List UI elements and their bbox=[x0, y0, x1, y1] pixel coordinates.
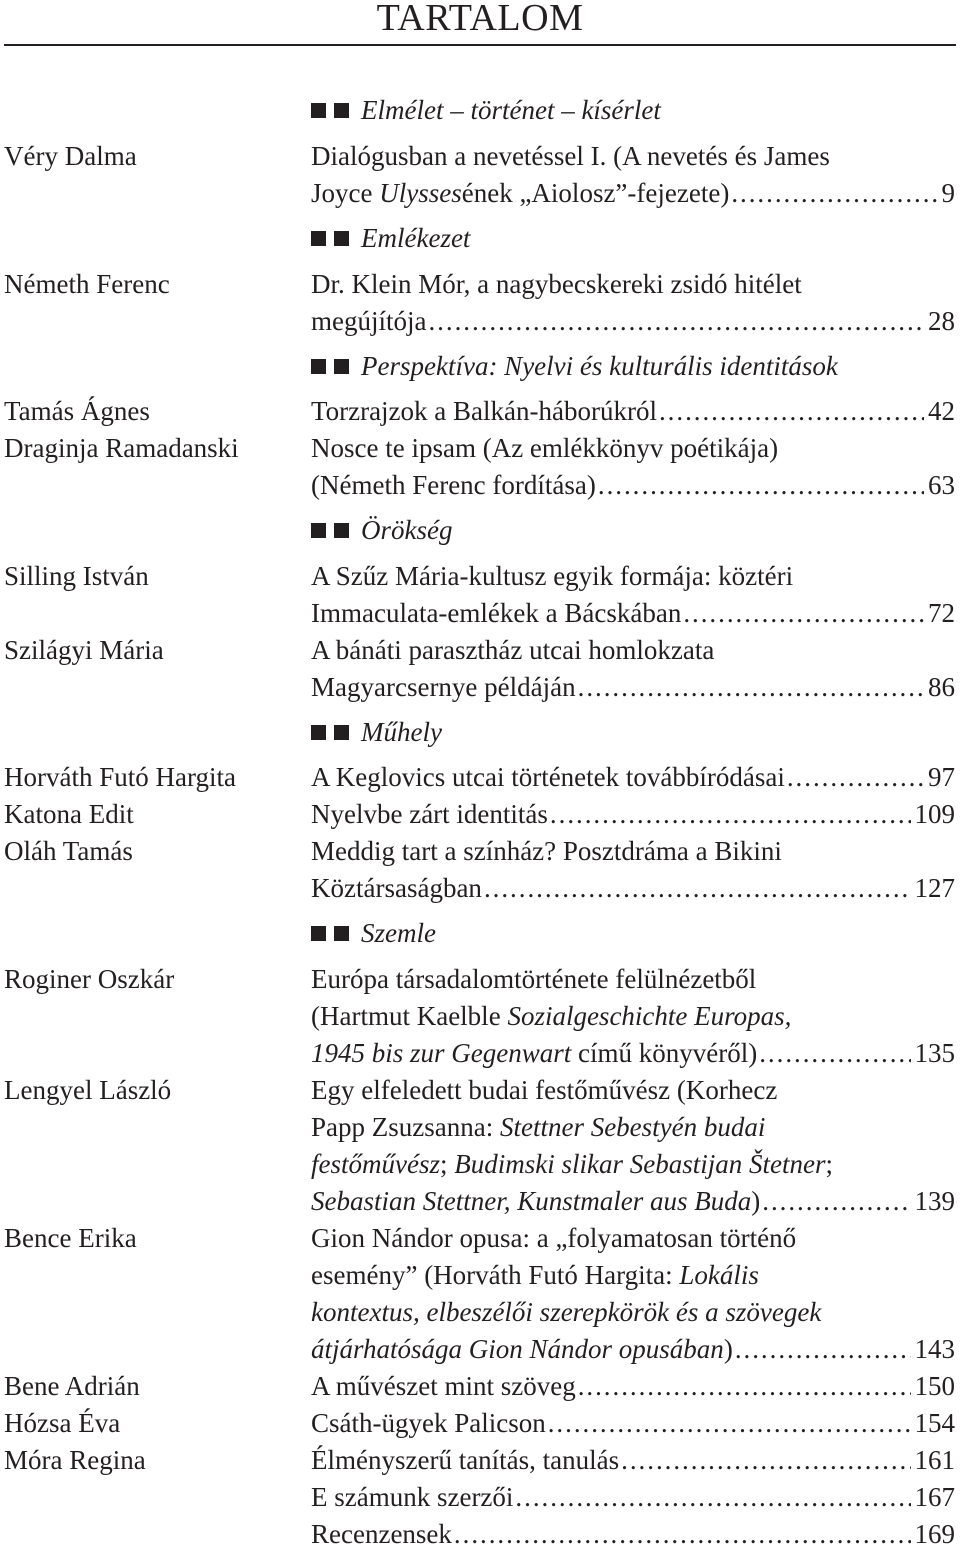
square-bullet-icon bbox=[311, 725, 326, 740]
toc-entry-title: Nosce te ipsam (Az emlékkönyv poétikája) bbox=[311, 433, 779, 463]
dot-leader bbox=[683, 595, 924, 632]
toc-entry[interactable]: Recenzensek . . . 169 bbox=[311, 1516, 955, 1553]
section-heading: Szemle bbox=[311, 915, 436, 952]
square-bullet-icon bbox=[311, 926, 326, 941]
toc-entry[interactable]: A művészet mint szöveg . . . 150 bbox=[311, 1368, 955, 1405]
toc-entry-title: Dialógusban a nevetéssel I. (A nevetés és James bbox=[311, 141, 830, 171]
dot-leader bbox=[762, 1183, 910, 1220]
page-number: 109 bbox=[914, 799, 955, 829]
square-bullet-icon bbox=[334, 725, 349, 740]
toc-entry-title: Gion Nándor opusa: a „folyamatosan történő bbox=[311, 1223, 797, 1253]
section-heading: Műhely bbox=[311, 714, 442, 751]
dot-leader bbox=[484, 870, 911, 907]
toc-author: Tamás Ágnes bbox=[4, 396, 150, 426]
page-number: 127 bbox=[914, 873, 955, 903]
toc-author: Katona Edit bbox=[4, 799, 134, 829]
square-bullet-icon bbox=[311, 103, 326, 118]
page-number: 72 bbox=[928, 598, 955, 628]
square-bullet-icon bbox=[311, 359, 326, 374]
page-number: 86 bbox=[928, 672, 955, 702]
page-number: 28 bbox=[928, 306, 955, 336]
dot-leader bbox=[578, 1368, 911, 1405]
toc-entry[interactable]: Immaculata-emlékek a Bácskában . . . 72 bbox=[311, 595, 955, 632]
page-number: 135 bbox=[914, 1038, 955, 1068]
toc-entry-title: A Szűz Mária-kultusz egyik formája: köztéri bbox=[311, 561, 794, 591]
square-bullet-icon bbox=[334, 103, 349, 118]
page-number: 97 bbox=[928, 762, 955, 792]
toc-author: Szilágyi Mária bbox=[4, 635, 164, 665]
page-number: 169 bbox=[914, 1519, 955, 1549]
title-underline bbox=[4, 44, 956, 46]
toc-entry[interactable]: megújítója . . . 28 bbox=[311, 303, 955, 340]
toc-author: Bence Erika bbox=[4, 1223, 137, 1253]
section-heading: Örökség bbox=[311, 512, 452, 549]
page-number: 139 bbox=[914, 1186, 955, 1216]
toc-author: Bene Adrián bbox=[4, 1371, 140, 1401]
toc-entry[interactable]: Torzrajzok a Balkán-háborúkról . . . 42 bbox=[311, 393, 955, 430]
toc-entry[interactable]: Élményszerű tanítás, tanulás . . . 161 bbox=[311, 1442, 955, 1479]
toc-entry[interactable]: Sebastian Stettner, Kunstmaler aus Buda) . . . 139 bbox=[311, 1183, 955, 1220]
page-title: TARTALOM bbox=[376, 0, 584, 39]
toc-entry[interactable]: Magyarcsernye példáján . . . 86 bbox=[311, 669, 955, 706]
toc-author: Roginer Oszkár bbox=[4, 964, 175, 994]
toc-author: Móra Regina bbox=[4, 1445, 146, 1475]
toc-entry-title: kontextus, elbeszélői szerepkörök és a szövegek bbox=[311, 1297, 822, 1327]
toc-entry[interactable]: átjárhatósága Gion Nándor opusában) . . . 143 bbox=[311, 1331, 955, 1368]
toc-entry-title: Dr. Klein Mór, a nagybecskereki zsidó hitélet bbox=[311, 269, 802, 299]
page-number: 167 bbox=[914, 1482, 955, 1512]
page-number: 161 bbox=[914, 1445, 955, 1475]
square-bullet-icon bbox=[334, 926, 349, 941]
toc-entry[interactable]: Nyelvbe zárt identitás . . . 109 bbox=[311, 796, 955, 833]
toc-entry-title: Egy elfeledett budai festőművész (Korhecz bbox=[311, 1075, 778, 1105]
toc-entry[interactable]: E számunk szerzői . . . 167 bbox=[311, 1479, 955, 1516]
toc-entry-title: A bánáti parasztház utcai homlokzata bbox=[311, 635, 715, 665]
toc-entry[interactable]: Csáth-ügyek Palicson . . . 154 bbox=[311, 1405, 955, 1442]
dot-leader bbox=[659, 393, 924, 430]
page-number: 63 bbox=[928, 470, 955, 500]
dot-leader bbox=[735, 1331, 911, 1368]
toc-entry-title: esemény” (Horváth Futó Hargita: Lokális bbox=[311, 1260, 759, 1290]
toc-author: Silling István bbox=[4, 561, 149, 591]
toc-entry-title: festőművész; Budimski slikar Sebastijan Štetner; bbox=[311, 1149, 833, 1179]
toc-entry-title: Meddig tart a színház? Posztdráma a Bikini bbox=[311, 836, 782, 866]
toc-entry-title: (Hartmut Kaelble Sozialgeschichte Europas, bbox=[311, 1001, 792, 1031]
dot-leader bbox=[621, 1442, 910, 1479]
toc-author: Véry Dalma bbox=[4, 141, 137, 171]
toc-entry[interactable]: A Keglovics utcai történetek továbbíródásai . . . 97 bbox=[311, 759, 955, 796]
dot-leader bbox=[787, 759, 924, 796]
page-number: 154 bbox=[914, 1408, 955, 1438]
square-bullet-icon bbox=[334, 231, 349, 246]
toc-entry[interactable]: Joyce Ulyssesének „Aiolosz”-fejezete) . . . 9 bbox=[311, 175, 955, 212]
section-heading: Emlékezet bbox=[311, 220, 470, 257]
page-number: 42 bbox=[928, 396, 955, 426]
square-bullet-icon bbox=[311, 231, 326, 246]
dot-leader bbox=[454, 1516, 911, 1553]
toc-entry-title: Európa társadalomtörténete felülnézetből bbox=[311, 964, 757, 994]
toc-author: Draginja Ramadanski bbox=[4, 433, 239, 463]
dot-leader bbox=[759, 1035, 910, 1072]
section-heading: Perspektíva: Nyelvi és kulturális identitások bbox=[311, 348, 838, 385]
toc-entry[interactable]: 1945 bis zur Gegenwart című könyvéről) . . . 135 bbox=[311, 1035, 955, 1072]
page-number: 150 bbox=[914, 1371, 955, 1401]
dot-leader bbox=[598, 467, 924, 504]
page-number: 143 bbox=[914, 1334, 955, 1364]
dot-leader bbox=[731, 175, 937, 212]
dot-leader bbox=[428, 303, 924, 340]
section-heading: Elmélet – történet – kísérlet bbox=[311, 92, 661, 129]
toc-entry-title: Papp Zsuzsanna: Stettner Sebestyén budai bbox=[311, 1112, 766, 1142]
dot-leader bbox=[515, 1479, 910, 1516]
toc-entry[interactable]: (Németh Ferenc fordítása) . . . 63 bbox=[311, 467, 955, 504]
dot-leader bbox=[578, 669, 924, 706]
square-bullet-icon bbox=[334, 523, 349, 538]
square-bullet-icon bbox=[334, 359, 349, 374]
toc-entry[interactable]: Köztársaságban . . . 127 bbox=[311, 870, 955, 907]
square-bullet-icon bbox=[311, 523, 326, 538]
dot-leader bbox=[548, 1405, 911, 1442]
page-number: 9 bbox=[941, 178, 955, 208]
toc-author: Oláh Tamás bbox=[4, 836, 133, 866]
toc-author: Horváth Futó Hargita bbox=[4, 762, 236, 792]
toc-author: Lengyel László bbox=[4, 1075, 172, 1105]
toc-author: Hózsa Éva bbox=[4, 1408, 121, 1438]
toc-author: Németh Ferenc bbox=[4, 269, 170, 299]
dot-leader bbox=[550, 796, 911, 833]
